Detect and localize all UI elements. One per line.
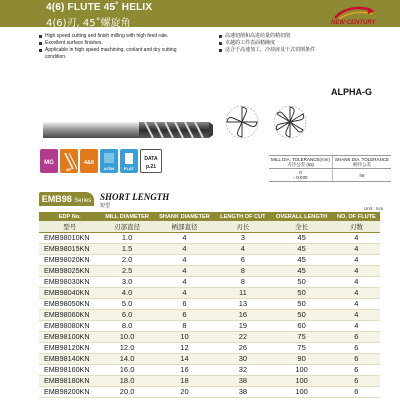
table-cell: 4	[333, 243, 380, 254]
table-row	[39, 254, 380, 265]
table-row	[39, 232, 380, 243]
coating-label: AlTiN	[103, 166, 115, 171]
mill-tolerance-value: 0 - 0.030	[269, 169, 332, 182]
mg-icon	[40, 149, 58, 173]
bullet-icon	[39, 49, 42, 52]
spec-table-body	[39, 232, 380, 397]
column-header-flutes: NO. OF FLUTE	[333, 212, 380, 221]
column-header-cn: 型号	[39, 221, 100, 232]
table-cell: 90	[270, 353, 332, 364]
table-cell: 2.0	[100, 254, 153, 265]
table-cell: 38	[215, 386, 270, 397]
bullet-icon	[219, 42, 222, 45]
table-row	[39, 276, 380, 287]
flat-end-icon	[120, 149, 138, 173]
helix-45-icon	[60, 149, 78, 173]
table-cell: 1.5	[100, 243, 153, 254]
table-cell: 6	[333, 386, 380, 397]
table-cell: 45	[270, 265, 332, 276]
table-cell: 4	[333, 320, 380, 331]
table-cell: 16.0	[100, 364, 153, 375]
table-cell: 16	[154, 364, 216, 375]
flute-4-6-icon	[80, 149, 98, 173]
table-cell: EMB98025KN	[39, 265, 100, 276]
table-cell: 10.0	[100, 331, 153, 342]
table-cell: 45	[270, 254, 332, 265]
table-cell: 50	[270, 276, 332, 287]
column-header-edp: EDP No.	[39, 212, 100, 221]
table-cell: 16	[215, 309, 270, 320]
table-header-row	[39, 212, 380, 221]
table-cell: EMB98010KN	[39, 232, 100, 243]
page-title: 4(6) FLUTE 45˚ HELIX	[46, 2, 153, 13]
table-cell: 6	[154, 298, 216, 309]
table-cell: EMB98040KN	[39, 287, 100, 298]
table-cell: 4	[333, 287, 380, 298]
tolerance-table	[269, 155, 391, 182]
page-subtitle: 4(6)刃, 45˚螺旋角	[46, 18, 131, 29]
series-subtitle: SHORT LENGTH	[100, 192, 170, 202]
table-cell: 18	[154, 375, 216, 386]
table-cell: EMB98200KN	[39, 386, 100, 397]
table-cell: 4	[333, 309, 380, 320]
table-cell: 4	[333, 265, 380, 276]
series-tab: EMB98 Series	[39, 192, 94, 206]
helix-label: 45°	[65, 167, 73, 172]
table-cell: 38	[215, 375, 270, 386]
table-cell: 6	[333, 375, 380, 386]
table-cell: 4	[154, 265, 216, 276]
svg-text:DATA: DATA	[144, 156, 158, 162]
table-cell: 75	[270, 331, 332, 342]
unit-label: Unit : mm	[364, 206, 384, 211]
table-cell: 6	[333, 364, 380, 375]
table-row	[39, 386, 380, 397]
brand-logo	[331, 6, 389, 28]
spec-icons	[40, 149, 175, 175]
flat-label: FLAT	[124, 166, 134, 171]
table-row	[39, 353, 380, 364]
feature-item: High speed cutting and finish milling with high feed rate.	[39, 33, 199, 40]
table-cell: EMB98050KN	[39, 298, 100, 309]
table-row	[39, 331, 380, 342]
table-cell: EMB98160KN	[39, 364, 100, 375]
column-header-cn: 柄部直径	[154, 221, 216, 232]
table-row	[39, 265, 380, 276]
table-cell: 4	[333, 298, 380, 309]
table-cell: 6	[333, 331, 380, 342]
table-cell: EMB98120KN	[39, 342, 100, 353]
table-cell: 50	[270, 309, 332, 320]
spec-table	[39, 212, 380, 398]
table-cell: 50	[270, 287, 332, 298]
table-cell: 10	[154, 331, 216, 342]
table-row	[39, 364, 380, 375]
flute-label: 4&6	[83, 160, 95, 166]
coating-altin-icon	[100, 149, 118, 173]
svg-text:p.21: p.21	[145, 164, 157, 170]
table-cell: 3	[215, 232, 270, 243]
bullet-icon	[39, 42, 42, 45]
table-cell: 4	[333, 254, 380, 265]
table-cell: 11	[215, 287, 270, 298]
mill-tolerance-header: MILL DIA. TOLERANCE(mm) 刃径公差 (㎜)	[269, 156, 332, 169]
table-cell: 30	[215, 353, 270, 364]
feature-item: Excellent surface finishes.	[39, 40, 199, 47]
table-cell: 26	[215, 342, 270, 353]
table-cell: EMB98100KN	[39, 331, 100, 342]
table-cell: 100	[270, 386, 332, 397]
table-cell: 8	[154, 320, 216, 331]
table-cell: 8	[215, 265, 270, 276]
table-cell: 4	[215, 243, 270, 254]
table-cell: EMB98140KN	[39, 353, 100, 364]
column-header-mill-dia: MILL DIAMETER	[100, 212, 153, 221]
table-cell: EMB98030KN	[39, 276, 100, 287]
table-cell: 4.0	[100, 287, 153, 298]
table-cell: 100	[270, 364, 332, 375]
table-cell: 19	[215, 320, 270, 331]
table-cell: 20.0	[100, 386, 153, 397]
table-cell: 14	[154, 353, 216, 364]
product-name: ALPHA-G	[331, 87, 372, 97]
column-header-shank-dia: SHANK DIAMETER	[154, 212, 216, 221]
table-cell: 2.5	[100, 265, 153, 276]
table-cell: 4	[154, 243, 216, 254]
table-cell: 4	[154, 254, 216, 265]
logo-text: NEW CENTURY	[331, 20, 376, 26]
column-header-overall-length: OVERALL LENGTH	[270, 212, 332, 221]
feature-item: 高速切削和高进给量的精切削	[219, 33, 369, 40]
table-cell: 14.0	[100, 353, 153, 364]
table-cell: EMB98080KN	[39, 320, 100, 331]
cross-section-6-flute-icon	[270, 102, 310, 142]
table-cell: 100	[270, 375, 332, 386]
table-cell: 60	[270, 320, 332, 331]
series-subtitle-cn: 短型	[100, 203, 111, 209]
table-row	[39, 309, 380, 320]
table-cell: EMB98180KN	[39, 375, 100, 386]
column-header-cn: 全长	[270, 221, 332, 232]
table-row	[39, 342, 380, 353]
table-cell: 20	[154, 386, 216, 397]
table-cell: 12	[154, 342, 216, 353]
table-cell: 75	[270, 342, 332, 353]
bullet-icon	[39, 35, 42, 38]
table-cell: 1.0	[100, 232, 153, 243]
cross-section-4-flute-icon	[222, 102, 262, 142]
mg-label: MG	[44, 160, 54, 166]
feature-item: Applicable in high speed machining, coolant and dry cutting condition.	[39, 47, 199, 61]
table-cell: EMB98020KN	[39, 254, 100, 265]
table-cell: 6	[333, 342, 380, 353]
features-english	[39, 33, 199, 61]
table-cell: 18.0	[100, 375, 153, 386]
table-cell: 3.0	[100, 276, 153, 287]
table-row	[39, 298, 380, 309]
table-header-row-cn	[39, 221, 380, 232]
table-cell: 6	[333, 353, 380, 364]
table-cell: 22	[215, 331, 270, 342]
data-page-icon	[140, 149, 162, 173]
table-row	[39, 320, 380, 331]
table-cell: 4	[333, 232, 380, 243]
table-cell: 4	[154, 287, 216, 298]
table-cell: 50	[270, 298, 332, 309]
column-header-cn: 刃数	[333, 221, 380, 232]
feature-item: 卓越的工件表面精确度	[219, 40, 369, 47]
table-cell: 45	[270, 243, 332, 254]
shank-tolerance-value: h6	[332, 169, 391, 182]
table-cell: 6	[154, 309, 216, 320]
table-row	[39, 243, 380, 254]
table-cell: 12.0	[100, 342, 153, 353]
table-cell: EMB98015KN	[39, 243, 100, 254]
table-cell: EMB98060KN	[39, 309, 100, 320]
table-cell: 4	[333, 276, 380, 287]
table-cell: 4	[154, 232, 216, 243]
feature-item: 适合于高速加工，冷却液及干式切削条件	[219, 47, 369, 54]
column-header-cn: 刃长	[215, 221, 270, 232]
bullet-icon	[219, 49, 222, 52]
shank-tolerance-header: SHANK DIA. TOLERANCE 柄径公差	[332, 156, 391, 169]
table-cell: 8.0	[100, 320, 153, 331]
table-cell: 13	[215, 298, 270, 309]
table-cell: 8	[215, 276, 270, 287]
bullet-icon	[219, 35, 222, 38]
table-cell: 5.0	[100, 298, 153, 309]
table-row	[39, 375, 380, 386]
table-row	[39, 287, 380, 298]
table-cell: 6.0	[100, 309, 153, 320]
features-chinese	[219, 33, 369, 54]
table-cell: 32	[215, 364, 270, 375]
column-header-length-cut: LENGTH OF CUT	[215, 212, 270, 221]
table-cell: 6	[215, 254, 270, 265]
table-cell: 45	[270, 232, 332, 243]
column-header-cn: 刃部直径	[100, 221, 153, 232]
table-cell: 4	[154, 276, 216, 287]
